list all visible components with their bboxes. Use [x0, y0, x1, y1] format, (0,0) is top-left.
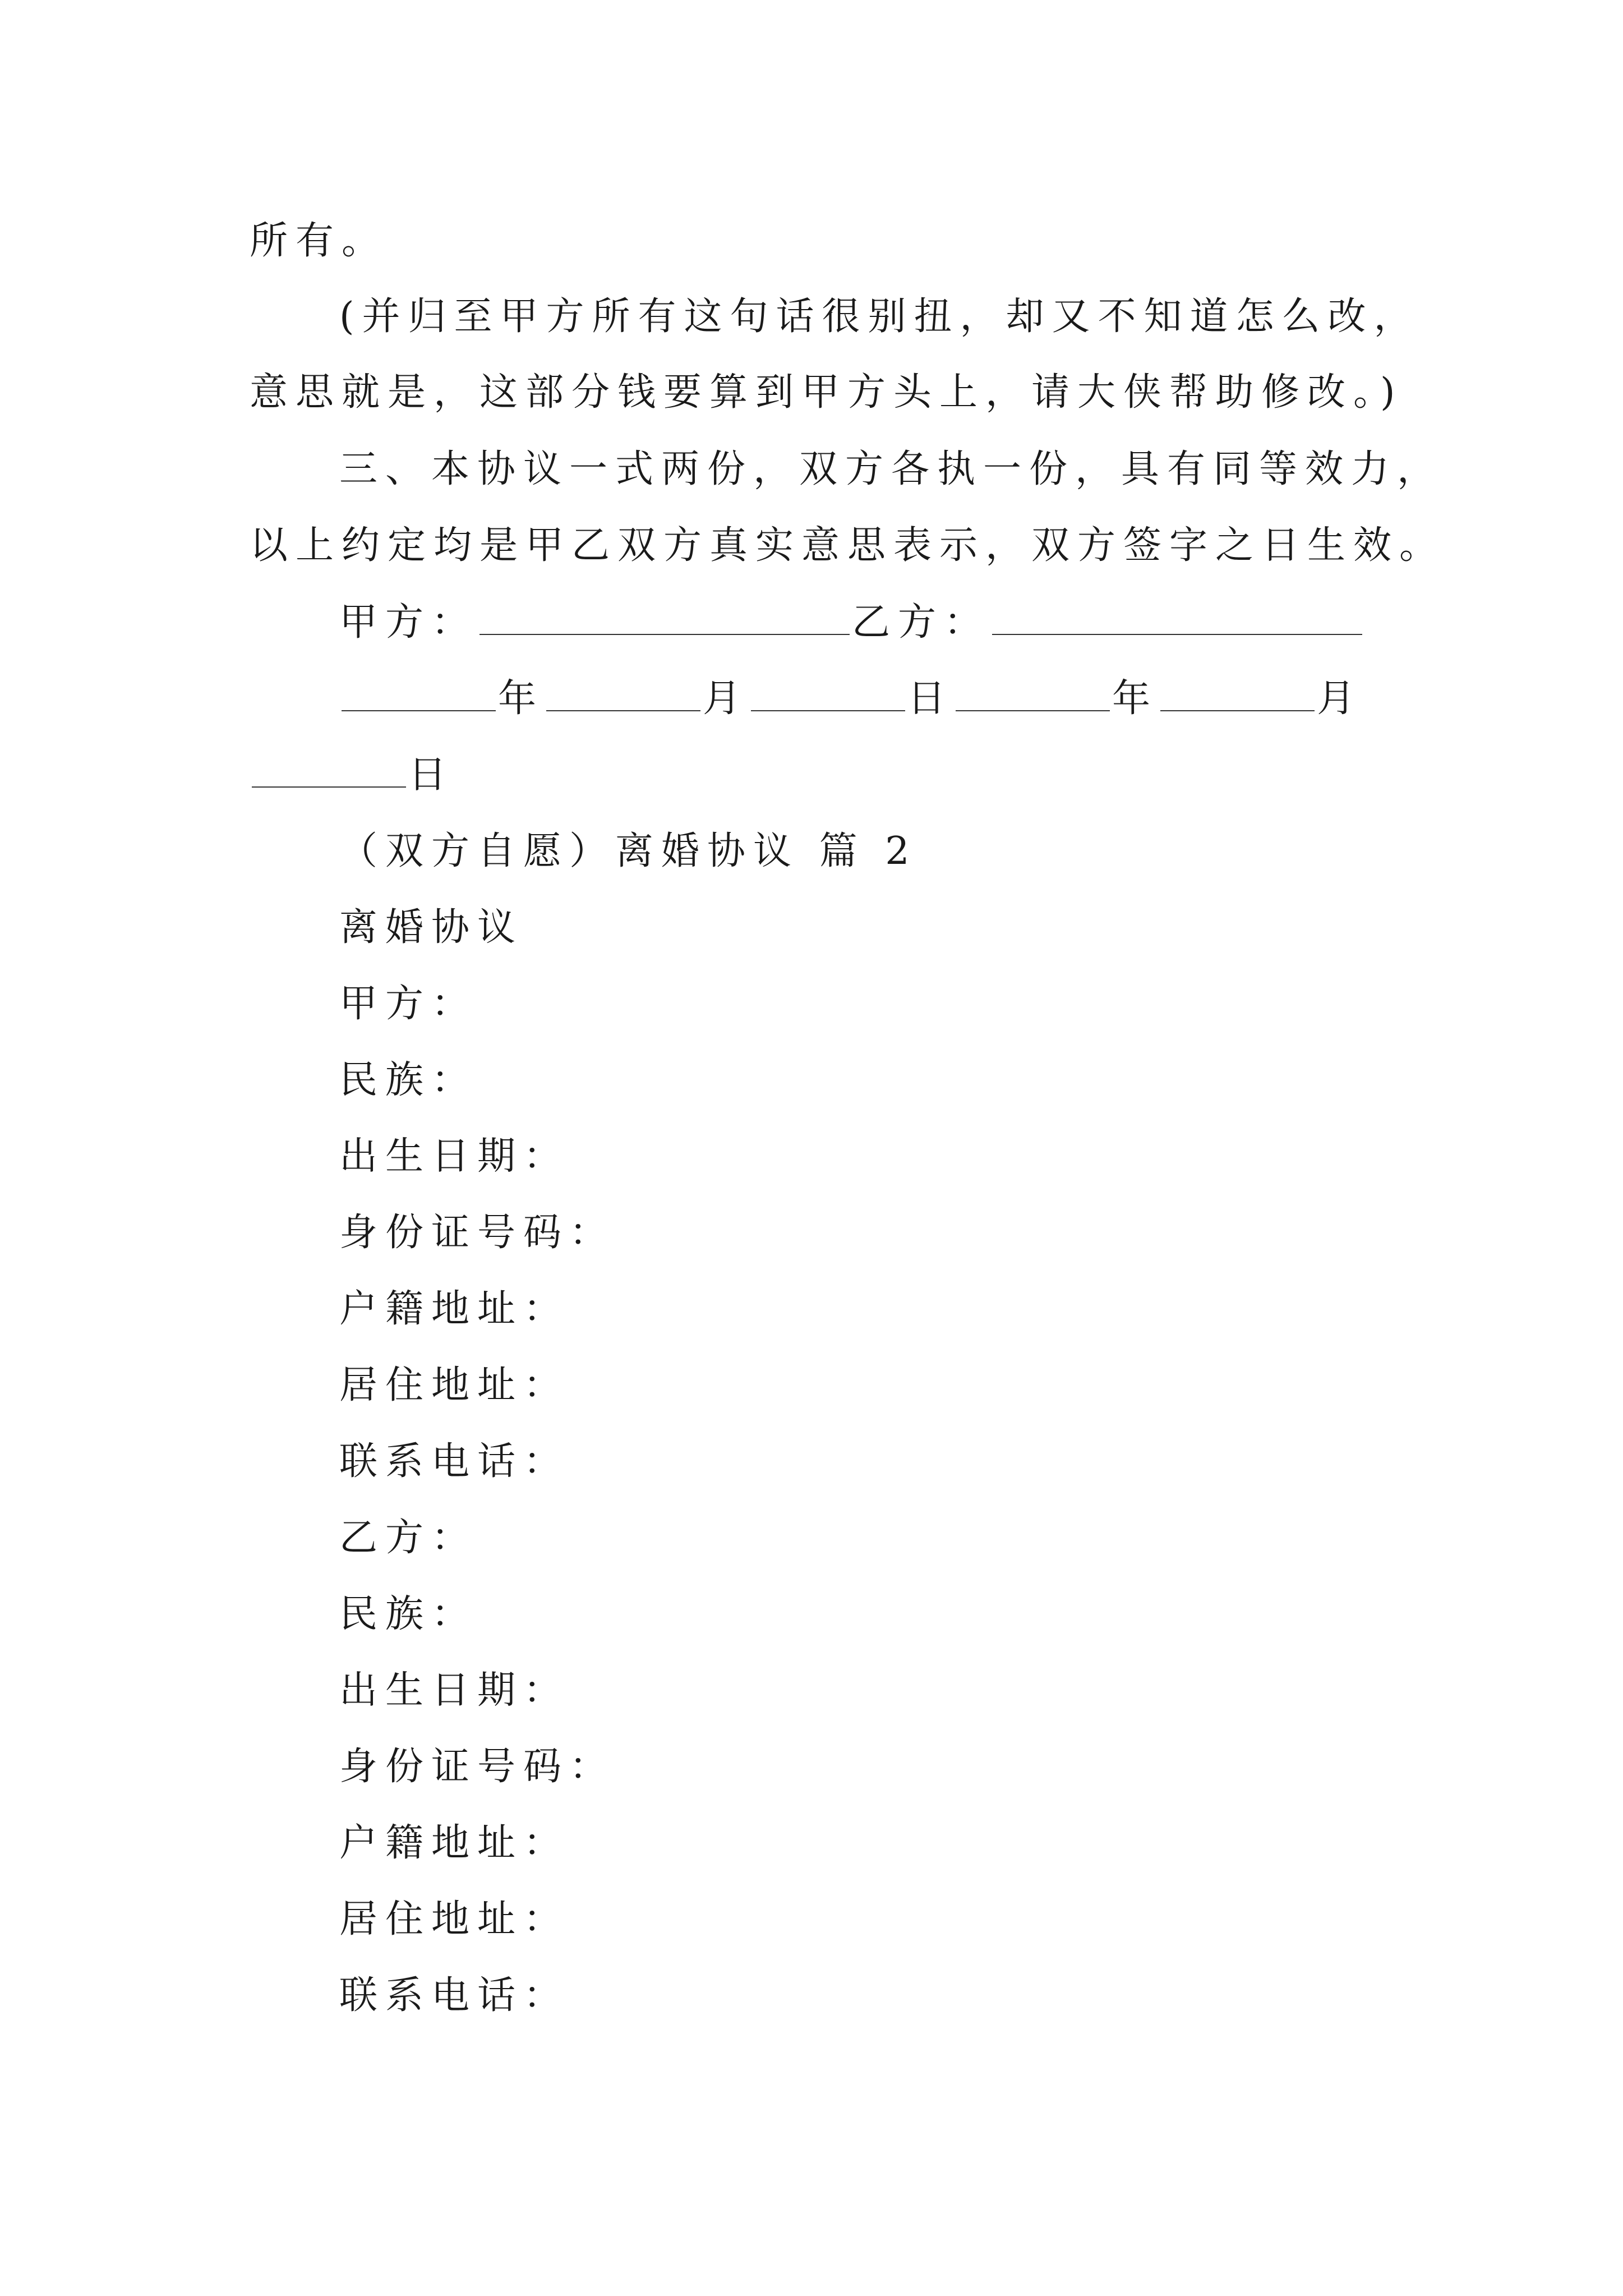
date-day-blank[interactable]: [252, 749, 406, 788]
paragraph-line: (并归至甲方所有这句话很别扭，却又不知道怎么改，: [339, 295, 1420, 339]
date-line: [250, 749, 454, 800]
date-day-blank[interactable]: [751, 673, 905, 711]
party-a-label: 甲方：: [339, 982, 478, 1026]
party-b-signature-label: 乙方：: [852, 600, 990, 645]
date-month-blank[interactable]: [546, 673, 700, 711]
date-year-label: 年: [498, 677, 545, 721]
form-field-label: 居住地址：: [339, 1363, 570, 1407]
paragraph-line: 以上约定均是甲乙双方真实意思表示，双方签字之日生效。: [250, 523, 1446, 568]
paragraph-line: 三、本协议一式两份，双方各执一份，具有同等效力，: [339, 447, 1444, 491]
form-field-label: 民族：: [339, 1592, 478, 1636]
form-field-label: 联系电话：: [339, 1439, 570, 1484]
form-field-label: 出生日期：: [339, 1134, 570, 1179]
date-line: [339, 673, 1363, 724]
party-b-label: 乙方：: [339, 1516, 478, 1560]
form-field-label: 身份证号码：: [339, 1211, 616, 1255]
form-field-label: 户籍地址：: [339, 1821, 570, 1865]
date-month-blank[interactable]: [1160, 673, 1315, 711]
paragraph-line: 意思就是，这部分钱要算到甲方头上，请大侠帮助修改。): [250, 370, 1403, 415]
form-field-label: 户籍地址：: [339, 1287, 570, 1331]
section-heading: （双方自愿）离婚协议 篇 2: [339, 829, 917, 873]
date-day-label: 日: [907, 677, 954, 721]
date-year-blank[interactable]: [342, 673, 496, 711]
paragraph-line: 所有。: [250, 219, 388, 263]
date-day-label: 日: [408, 753, 455, 797]
form-field-label: 民族：: [339, 1058, 478, 1102]
form-field-label: 联系电话：: [339, 1973, 570, 2018]
party-a-signature-label: 甲方：: [339, 600, 478, 645]
section-title: 离婚协议: [339, 905, 524, 950]
date-year-label: 年: [1112, 677, 1159, 721]
party-b-signature-blank[interactable]: [992, 597, 1362, 635]
form-field-label: 出生日期：: [339, 1668, 570, 1713]
date-month-label: 月: [703, 677, 749, 721]
date-year-blank[interactable]: [956, 673, 1110, 711]
signature-line: [339, 597, 1364, 648]
form-field-label: 居住地址：: [339, 1897, 570, 1941]
party-a-signature-blank[interactable]: [479, 597, 850, 635]
form-field-label: 身份证号码：: [339, 1745, 616, 1789]
date-month-label: 月: [1317, 677, 1363, 721]
